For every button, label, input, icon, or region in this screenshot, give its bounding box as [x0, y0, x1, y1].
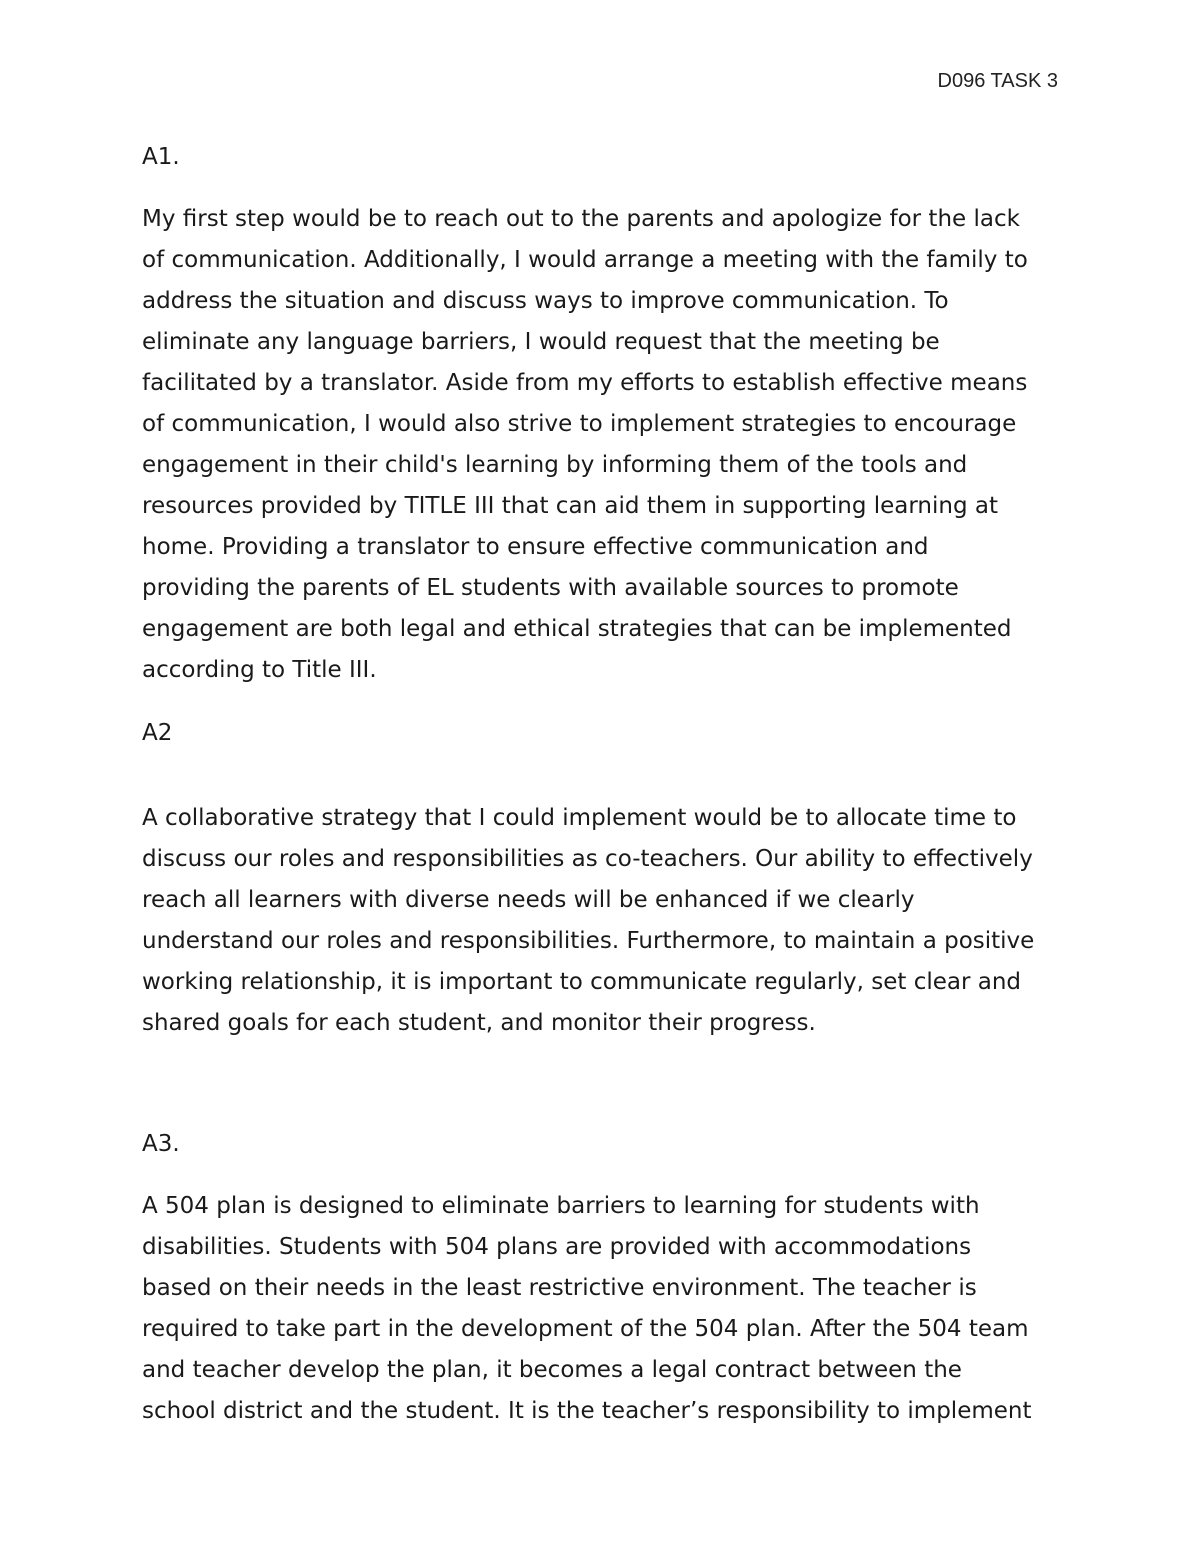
paragraph-line: engagement in their child's learning by informing them of the tools and [142, 452, 968, 478]
paragraph-line: working relationship, it is important to communicate regularly, set clear and [142, 969, 1022, 995]
paragraph-line: eliminate any language barriers, I would request that the meeting be [142, 329, 940, 355]
paragraph-line: A collaborative strategy that I could implement would be to allocate time to [142, 805, 1017, 831]
paragraph-line: according to Title III. [142, 657, 377, 683]
paragraph-line: facilitated by a translator. Aside from my efforts to establish effective means [142, 370, 1028, 396]
section-heading-a2: A2 [142, 720, 173, 746]
section-paragraph-a3 [142, 1186, 1062, 1432]
paragraph-line: discuss our roles and responsibilities as co-teachers. Our ability to effectively [142, 846, 1033, 872]
paragraph-line: based on their needs in the least restrictive environment. The teacher is [142, 1275, 977, 1301]
paragraph-line: disabilities. Students with 504 plans are provided with accommodations [142, 1234, 972, 1260]
document-body [142, 142, 1062, 1432]
paragraph-line: providing the parents of EL students with available sources to promote [142, 575, 959, 601]
paragraph-line: required to take part in the development of the 504 plan. After the 504 team [142, 1316, 1029, 1342]
paragraph-line: of communication, I would also strive to implement strategies to encourage [142, 411, 1017, 437]
paragraph-line: A 504 plan is designed to eliminate barriers to learning for students with [142, 1193, 980, 1219]
paragraph-line: resources provided by TITLE III that can aid them in supporting learning at [142, 493, 998, 519]
paragraph-line: home. Providing a translator to ensure effective communication and [142, 534, 929, 560]
section-heading-a3: A3. [142, 1131, 180, 1157]
document-header-label: D096 TASK 3 [937, 70, 1058, 92]
section-paragraph-a1 [142, 199, 1062, 691]
paragraph-line: My first step would be to reach out to the parents and apologize for the lack [142, 206, 1020, 232]
paragraph-line: of communication. Additionally, I would arrange a meeting with the family to [142, 247, 1028, 273]
paragraph-line: understand our roles and responsibilities. Furthermore, to maintain a positive [142, 928, 1035, 954]
paragraph-line: shared goals for each student, and monitor their progress. [142, 1010, 816, 1036]
section-paragraph-a2 [142, 798, 1062, 1044]
paragraph-line: address the situation and discuss ways to improve communication. To [142, 288, 949, 314]
paragraph-line: and teacher develop the plan, it becomes a legal contract between the [142, 1357, 962, 1383]
paragraph-line: school district and the student. It is the teacher’s responsibility to implement [142, 1398, 1032, 1424]
section-heading-a1: A1. [142, 144, 180, 170]
paragraph-line: reach all learners with diverse needs will be enhanced if we clearly [142, 887, 915, 913]
paragraph-line: engagement are both legal and ethical strategies that can be implemented [142, 616, 1012, 642]
